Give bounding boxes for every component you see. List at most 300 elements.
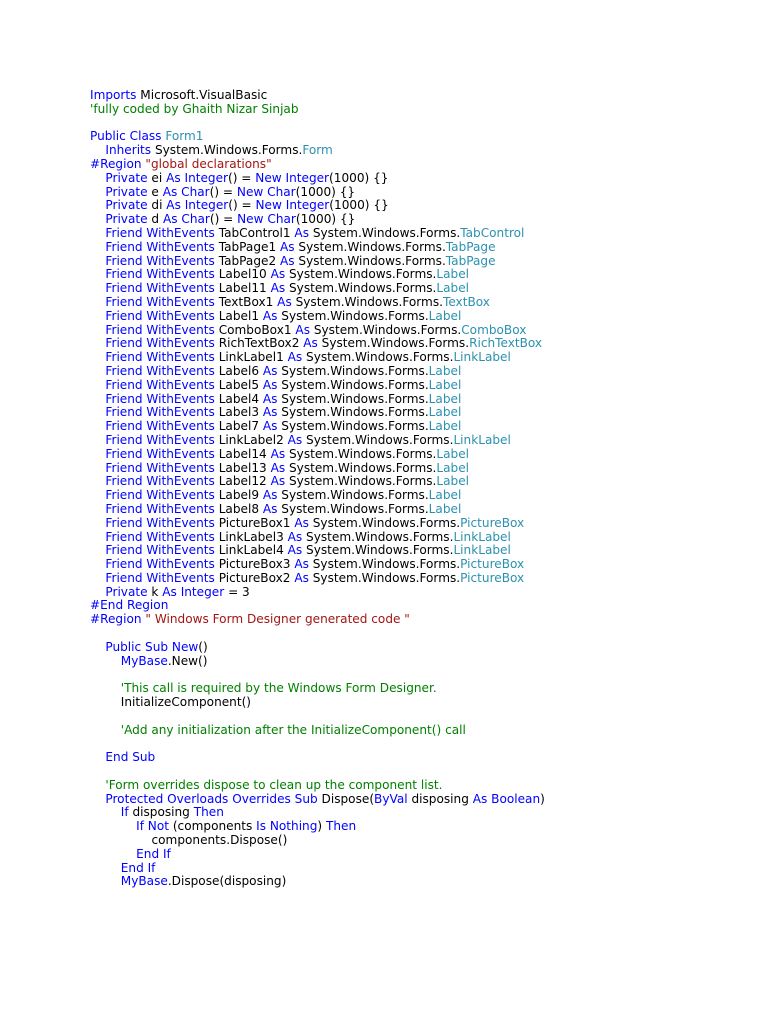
- code-token: Private: [105, 584, 148, 599]
- code-token: As: [262, 405, 278, 420]
- code-token: As: [287, 350, 303, 365]
- code-line: [90, 420, 750, 434]
- code-token: ei: [147, 170, 167, 185]
- code-token: System.Windows.Forms.: [308, 557, 461, 572]
- code-token: ByVal: [374, 791, 408, 806]
- code-token: TabPage1: [214, 239, 280, 254]
- code-token: Label13: [214, 460, 271, 475]
- code-line: [90, 406, 750, 420]
- code-line: [90, 668, 750, 682]
- code-token: Label: [436, 267, 470, 282]
- code-token: LinkLabel: [453, 529, 511, 544]
- code-token: As: [162, 584, 177, 599]
- code-token: Label: [428, 419, 462, 434]
- code-line: [90, 213, 750, 227]
- code-token: As: [262, 308, 278, 323]
- code-token: Label: [428, 377, 462, 392]
- code-token: (1000) {}: [329, 198, 389, 213]
- code-line: [90, 434, 750, 448]
- code-token: [90, 267, 105, 281]
- code-token: As: [270, 460, 286, 475]
- code-token: TabControl: [460, 225, 525, 240]
- code-token: [90, 778, 105, 792]
- code-token: LinkLabel3: [214, 529, 288, 544]
- code-line: [90, 834, 750, 848]
- code-token: #Region: [90, 612, 142, 627]
- code-token: disposing: [128, 805, 194, 820]
- code-token: System.Windows.Forms.: [302, 529, 454, 544]
- code-token: Label5: [214, 377, 263, 392]
- code-token: Friend WithEvents: [105, 350, 215, 365]
- code-token: Friend WithEvents: [105, 419, 215, 434]
- code-token: Char: [267, 212, 296, 227]
- code-token: Friend WithEvents: [105, 281, 215, 296]
- code-line: [90, 793, 750, 807]
- code-line: [90, 351, 750, 365]
- code-token: New: [236, 184, 264, 199]
- code-token: Integer: [285, 198, 330, 213]
- code-token: As: [262, 419, 278, 434]
- code-line: [90, 875, 750, 889]
- code-token: Friend WithEvents: [105, 570, 215, 585]
- code-token: Imports: [90, 88, 137, 102]
- code-token: Label7: [214, 419, 263, 434]
- code-token: Friend WithEvents: [105, 488, 215, 503]
- code-token: As: [166, 198, 181, 213]
- code-token: Then: [193, 805, 224, 820]
- code-token: Friend WithEvents: [105, 529, 215, 544]
- code-token: As: [287, 432, 303, 447]
- code-token: Label14: [214, 446, 271, 461]
- code-line: [90, 779, 750, 793]
- code-line: [90, 489, 750, 503]
- code-token: LinkLabel1: [214, 350, 288, 365]
- code-token: Friend WithEvents: [105, 336, 215, 351]
- code-token: [90, 792, 105, 806]
- code-token: [90, 254, 105, 268]
- code-token: LinkLabel: [453, 350, 511, 365]
- code-token: (1000) {}: [329, 170, 389, 185]
- code-token: (1000) {}: [295, 184, 356, 199]
- code-token: As: [162, 184, 178, 199]
- code-token: Label11: [214, 281, 271, 296]
- code-token: [90, 861, 121, 875]
- code-token: #Region: [90, 156, 142, 171]
- code-token: Friend WithEvents: [105, 557, 215, 572]
- code-token: Form1: [165, 129, 204, 144]
- code-token: [90, 502, 105, 516]
- code-token: As: [270, 267, 286, 282]
- code-token: (1000) {}: [295, 212, 356, 227]
- code-token: Boolean: [491, 791, 541, 806]
- code-line: [90, 517, 750, 531]
- code-token: k: [147, 584, 163, 599]
- code-line: [90, 641, 750, 655]
- code-token: System.Windows.Forms.: [294, 239, 446, 254]
- code-token: Friend WithEvents: [105, 543, 215, 558]
- code-line: [90, 848, 750, 862]
- code-line: [90, 820, 750, 834]
- code-token: [90, 364, 105, 378]
- code-token: [90, 847, 136, 861]
- code-token: New: [171, 639, 199, 654]
- code-token: Label12: [214, 474, 271, 489]
- code-token: Label: [436, 474, 470, 489]
- code-token: ): [540, 791, 545, 806]
- code-token: New: [255, 198, 282, 213]
- code-line: [90, 89, 750, 103]
- code-token: [90, 681, 121, 695]
- code-token: Friend WithEvents: [105, 391, 215, 406]
- code-token: As: [279, 253, 295, 268]
- code-token: di: [147, 198, 167, 213]
- code-token: TabPage: [445, 239, 496, 254]
- code-token: System.Windows.Forms.: [285, 474, 437, 489]
- code-token: Friend WithEvents: [105, 501, 215, 516]
- code-token: Private: [105, 184, 148, 199]
- code-token: As: [303, 336, 318, 351]
- code-token: [90, 530, 105, 544]
- code-token: () =: [228, 198, 256, 213]
- code-token: [90, 240, 105, 254]
- code-token: 'Add any initialization after the InitializeComponent() call: [120, 722, 466, 737]
- code-token: Label3: [214, 405, 263, 420]
- code-token: Is Nothing: [256, 819, 318, 834]
- code-token: ComboBox: [461, 322, 527, 337]
- code-token: As: [279, 239, 295, 254]
- code-token: [90, 557, 105, 571]
- code-token: Label: [428, 501, 462, 516]
- code-token: [90, 185, 105, 199]
- code-token: [90, 585, 105, 599]
- code-token: As: [270, 281, 286, 296]
- code-token: [90, 336, 105, 350]
- code-token: New: [237, 212, 264, 227]
- code-token: [90, 750, 105, 764]
- code-token: Private: [105, 212, 148, 227]
- code-token: Label10: [214, 267, 271, 282]
- code-token: As: [270, 446, 286, 461]
- code-token: [90, 378, 105, 392]
- code-token: Friend WithEvents: [105, 239, 215, 254]
- code-token: As: [472, 791, 488, 806]
- code-line: [90, 682, 750, 696]
- code-token: Char: [267, 184, 296, 199]
- code-token: System.Windows.Forms.: [308, 570, 461, 585]
- code-token: As: [295, 322, 310, 337]
- code-token: System.Windows.Forms.: [277, 377, 429, 392]
- code-token: LinkLabel4: [214, 543, 288, 558]
- code-line: [90, 241, 750, 255]
- code-token: () =: [209, 212, 238, 227]
- code-token: Friend WithEvents: [105, 267, 215, 282]
- code-token: (components: [169, 819, 257, 834]
- code-token: RichTextBox: [469, 336, 543, 351]
- code-token: () =: [228, 170, 256, 185]
- code-token: Inherits: [105, 143, 152, 158]
- code-token: .New(): [167, 653, 208, 668]
- code-line: [90, 310, 750, 324]
- code-token: Private: [105, 170, 148, 185]
- code-line: [90, 117, 750, 131]
- code-token: [90, 805, 121, 819]
- code-token: System.Windows.Forms.: [285, 460, 437, 475]
- code-line: [90, 227, 750, 241]
- code-line: [90, 144, 750, 158]
- code-token: PictureBox: [460, 515, 525, 530]
- code-token: System.Windows.Forms.: [285, 281, 437, 296]
- code-token: PictureBox1: [214, 515, 295, 530]
- code-token: Friend WithEvents: [105, 405, 215, 420]
- code-token: Private: [105, 198, 148, 213]
- code-token: ): [317, 819, 326, 834]
- code-line: [90, 655, 750, 669]
- code-line: [90, 599, 750, 613]
- code-token: System.Windows.Forms.: [302, 350, 454, 365]
- code-line: [90, 862, 750, 876]
- code-token: PictureBox: [460, 570, 525, 585]
- code-line: [90, 724, 750, 738]
- code-line: [90, 613, 750, 627]
- code-token: System.Windows.Forms.: [310, 322, 462, 337]
- code-token: Integer: [285, 170, 330, 185]
- code-token: TextBox1: [214, 294, 278, 309]
- code-token: If Not: [136, 819, 169, 834]
- code-token: Label1: [214, 308, 263, 323]
- code-token: System.Windows.Forms.: [277, 501, 429, 516]
- code-token: Label9: [214, 488, 263, 503]
- code-token: e: [147, 184, 163, 199]
- code-token: Public Class: [90, 129, 162, 144]
- code-token: System.Windows.Forms.: [151, 143, 303, 158]
- code-token: Label: [428, 363, 462, 378]
- code-token: System.Windows.Forms.: [277, 419, 429, 434]
- code-token: TabPage: [445, 253, 496, 268]
- code-token: Friend WithEvents: [105, 308, 215, 323]
- code-line: [90, 462, 750, 476]
- code-token: [90, 295, 105, 309]
- code-token: PictureBox3: [214, 557, 295, 572]
- code-token: [90, 654, 121, 668]
- code-token: TabControl1: [214, 225, 295, 240]
- code-token: As: [277, 294, 292, 309]
- code-line: [90, 531, 750, 545]
- code-token: TextBox: [442, 294, 490, 309]
- code-line: [90, 751, 750, 765]
- code-line: [90, 696, 750, 710]
- code-token: As: [270, 474, 286, 489]
- code-line: [90, 324, 750, 338]
- code-token: Label: [428, 391, 462, 406]
- code-token: components.Dispose(): [90, 833, 288, 848]
- code-line: [90, 627, 750, 641]
- code-token: [90, 171, 105, 185]
- code-token: Dispose(: [317, 791, 375, 806]
- code-token: Friend WithEvents: [105, 446, 215, 461]
- code-line: [90, 158, 750, 172]
- code-token: [90, 281, 105, 295]
- code-token: InitializeComponent(): [90, 695, 252, 710]
- code-token: Form: [302, 143, 333, 158]
- code-line: [90, 475, 750, 489]
- code-token: System.Windows.Forms.: [309, 225, 461, 240]
- code-token: Friend WithEvents: [105, 515, 215, 530]
- code-token: [90, 433, 105, 447]
- code-token: [90, 405, 105, 419]
- code-token: As: [294, 225, 309, 240]
- code-token: Label: [436, 446, 470, 461]
- code-token: System.Windows.Forms.: [302, 543, 454, 558]
- code-token: [90, 516, 105, 530]
- code-token: Label: [428, 488, 462, 503]
- code-token: As: [162, 212, 178, 227]
- code-token: Friend WithEvents: [105, 294, 215, 309]
- code-token: System.Windows.Forms.: [277, 405, 429, 420]
- code-token: System.Windows.Forms.: [285, 446, 437, 461]
- code-token: As: [294, 515, 309, 530]
- code-line: [90, 448, 750, 462]
- code-token: End If: [136, 846, 171, 861]
- code-token: [90, 350, 105, 364]
- code-token: = 3: [224, 584, 250, 599]
- code-line: [90, 296, 750, 310]
- code-token: [90, 571, 105, 585]
- code-token: 'This call is required by the Windows Form Designer.: [120, 681, 437, 696]
- code-token: " Windows Form Designer generated code ": [145, 612, 410, 627]
- code-line: [90, 806, 750, 820]
- code-token: Then: [325, 819, 357, 834]
- code-token: Friend WithEvents: [105, 377, 215, 392]
- code-token: As: [294, 570, 309, 585]
- code-line: [90, 282, 750, 296]
- code-token: [90, 819, 136, 833]
- code-token: [90, 212, 105, 226]
- code-token: If: [120, 805, 129, 820]
- code-line: [90, 172, 750, 186]
- code-token: MyBase: [120, 874, 168, 889]
- code-token: PictureBox2: [214, 570, 295, 585]
- code-token: [90, 461, 105, 475]
- code-line: [90, 365, 750, 379]
- code-token: As: [294, 557, 309, 572]
- code-token: As: [262, 377, 278, 392]
- code-token: System.Windows.Forms.: [294, 253, 446, 268]
- code-token: Friend WithEvents: [105, 253, 215, 268]
- code-token: disposing: [407, 791, 473, 806]
- code-token: [90, 447, 105, 461]
- code-line: [90, 572, 750, 586]
- code-token: System.Windows.Forms.: [277, 391, 429, 406]
- code-line: [90, 337, 750, 351]
- code-token: d: [147, 212, 163, 227]
- code-line: [90, 503, 750, 517]
- code-token: Label6: [214, 363, 263, 378]
- code-token: [90, 419, 105, 433]
- code-token: 'Form overrides dispose to clean up the component list.: [105, 777, 443, 792]
- code-token: Friend WithEvents: [105, 363, 215, 378]
- code-token: New: [255, 170, 282, 185]
- code-line: [90, 544, 750, 558]
- code-token: As: [262, 501, 278, 516]
- code-token: (): [198, 639, 208, 654]
- code-token: MyBase: [120, 653, 168, 668]
- code-token: Integer: [184, 170, 229, 185]
- code-line: [90, 103, 750, 117]
- code-token: System.Windows.Forms.: [277, 488, 429, 503]
- code-listing: [90, 89, 750, 889]
- code-line: [90, 379, 750, 393]
- code-token: As: [262, 488, 278, 503]
- code-line: [90, 255, 750, 269]
- code-line: [90, 130, 750, 144]
- code-token: Friend WithEvents: [105, 225, 215, 240]
- code-token: Label: [436, 281, 470, 296]
- code-token: Label: [436, 460, 470, 475]
- code-token: System.Windows.Forms.: [285, 267, 437, 282]
- code-token: [90, 323, 105, 337]
- code-token: Public Sub: [105, 639, 169, 654]
- code-token: #End Region: [90, 598, 169, 613]
- code-token: As: [262, 391, 278, 406]
- code-token: As: [166, 170, 181, 185]
- code-token: System.Windows.Forms.: [308, 515, 461, 530]
- code-token: [90, 640, 105, 654]
- code-line: [90, 765, 750, 779]
- code-line: [90, 558, 750, 572]
- code-token: Char: [181, 212, 210, 227]
- code-token: Friend WithEvents: [105, 432, 215, 447]
- code-token: LinkLabel2: [214, 432, 288, 447]
- code-token: [90, 488, 105, 502]
- code-token: "global declarations": [145, 156, 272, 171]
- code-token: LinkLabel: [453, 432, 511, 447]
- code-line: [90, 268, 750, 282]
- code-token: System.Windows.Forms.: [317, 336, 470, 351]
- code-token: .Dispose(disposing): [167, 874, 287, 889]
- code-token: [90, 226, 105, 240]
- code-token: ComboBox1: [214, 322, 296, 337]
- code-line: [90, 586, 750, 600]
- code-token: System.Windows.Forms.: [277, 308, 429, 323]
- code-token: TabPage2: [214, 253, 280, 268]
- code-token: As: [287, 543, 303, 558]
- code-token: As: [287, 529, 303, 544]
- code-token: [90, 392, 105, 406]
- code-token: 'fully coded by Ghaith Nizar Sinjab: [90, 101, 299, 116]
- code-token: [90, 198, 105, 212]
- code-token: Friend WithEvents: [105, 322, 215, 337]
- code-token: [90, 309, 105, 323]
- code-line: [90, 393, 750, 407]
- code-token: [90, 543, 105, 557]
- code-token: As: [262, 363, 278, 378]
- code-token: LinkLabel: [453, 543, 511, 558]
- code-token: Integer: [184, 198, 229, 213]
- code-token: Friend WithEvents: [105, 460, 215, 475]
- code-token: Label8: [214, 501, 263, 516]
- code-line: [90, 737, 750, 751]
- code-line: [90, 199, 750, 213]
- code-token: System.Windows.Forms.: [277, 363, 429, 378]
- code-token: Protected Overloads Overrides Sub: [105, 791, 318, 806]
- code-token: RichTextBox2: [214, 336, 304, 351]
- code-token: PictureBox: [460, 557, 525, 572]
- code-line: [90, 186, 750, 200]
- code-token: Integer: [180, 584, 225, 599]
- code-line: [90, 710, 750, 724]
- code-token: Microsoft.VisualBasic: [136, 88, 268, 102]
- code-token: () =: [209, 184, 237, 199]
